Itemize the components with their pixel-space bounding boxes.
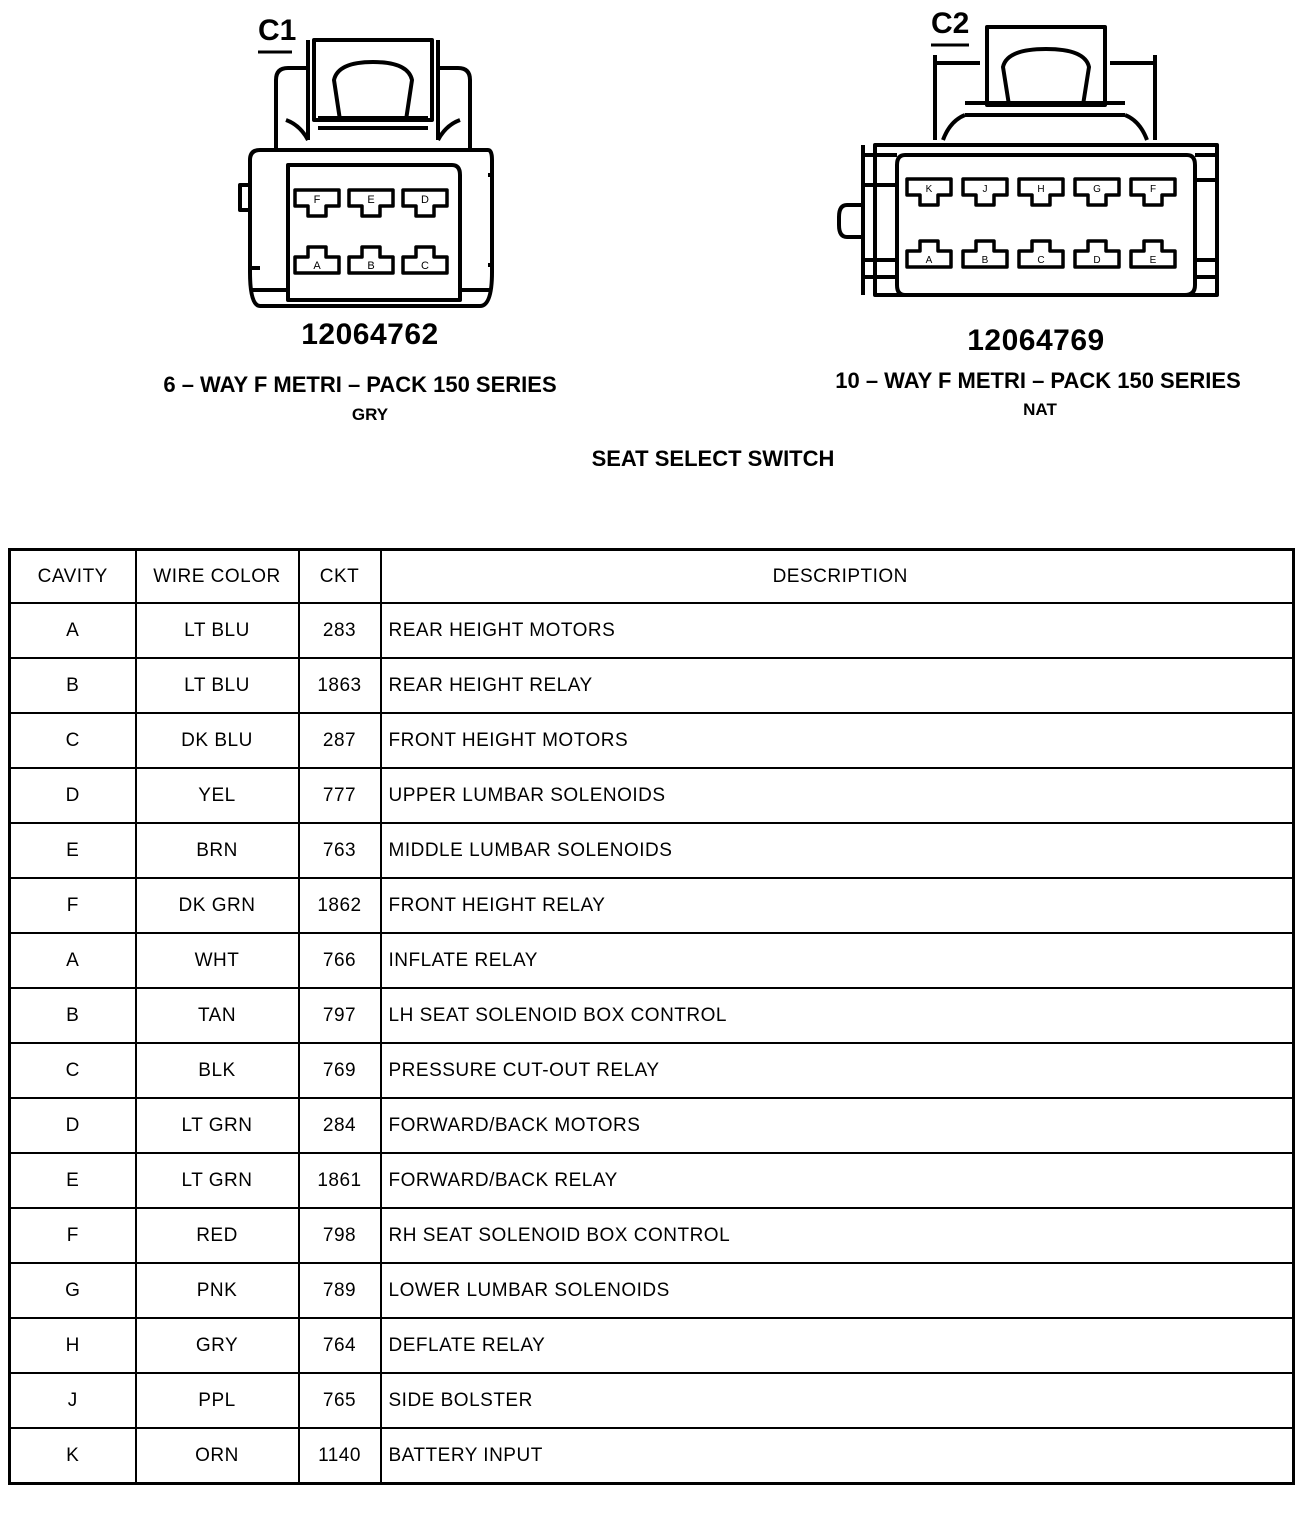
- cell-cavity: B: [10, 658, 136, 713]
- table-row: [10, 1428, 1294, 1484]
- cell-wire-color: DK BLU: [136, 713, 299, 768]
- connector-c1-id: C1: [258, 14, 297, 47]
- cavity-letter: H: [1037, 184, 1045, 195]
- table-header-row: [10, 550, 1294, 604]
- cell-ckt: 777: [299, 768, 381, 823]
- cell-wire-color: PPL: [136, 1373, 299, 1428]
- c1-part-number: 12064762: [301, 318, 439, 351]
- table-row: [10, 1153, 1294, 1208]
- cell-ckt: 765: [299, 1373, 381, 1428]
- cavity-table: [8, 548, 1295, 1485]
- cell-ckt: 284: [299, 1098, 381, 1153]
- c2-part-number: 12064769: [967, 324, 1105, 357]
- cavity-letter: F: [313, 194, 321, 206]
- table-row: [10, 1318, 1294, 1373]
- c1-series: 6 – WAY F METRI – PACK 150 SERIES: [163, 372, 557, 397]
- cell-cavity: A: [10, 603, 136, 658]
- cell-wire-color: LT BLU: [136, 658, 299, 713]
- cell-description: REAR HEIGHT MOTORS: [381, 603, 1294, 658]
- cell-wire-color: BLK: [136, 1043, 299, 1098]
- table-row: [10, 823, 1294, 878]
- cell-ckt: 766: [299, 933, 381, 988]
- cavity-letter: J: [982, 184, 988, 195]
- cell-cavity: B: [10, 988, 136, 1043]
- cell-cavity: C: [10, 713, 136, 768]
- cell-ckt: 798: [299, 1208, 381, 1263]
- table-row: [10, 878, 1294, 933]
- cell-cavity: G: [10, 1263, 136, 1318]
- cell-description: FORWARD/BACK RELAY: [381, 1153, 1294, 1208]
- cell-wire-color: WHT: [136, 933, 299, 988]
- table-row: [10, 933, 1294, 988]
- table-row: [10, 768, 1294, 823]
- cell-wire-color: PNK: [136, 1263, 299, 1318]
- cavity-letter: E: [1149, 255, 1157, 266]
- cell-ckt: 1862: [299, 878, 381, 933]
- cell-ckt: 1861: [299, 1153, 381, 1208]
- cell-wire-color: LT BLU: [136, 603, 299, 658]
- cell-wire-color: LT GRN: [136, 1153, 299, 1208]
- cell-wire-color: GRY: [136, 1318, 299, 1373]
- header-ckt: CKT: [299, 550, 381, 604]
- cell-wire-color: DK GRN: [136, 878, 299, 933]
- cell-wire-color: RED: [136, 1208, 299, 1263]
- cavity-letter: C: [1037, 255, 1045, 266]
- c1-color: GRY: [351, 405, 389, 424]
- cell-wire-color: BRN: [136, 823, 299, 878]
- cell-ckt: 789: [299, 1263, 381, 1318]
- connector-c2-id: C2: [931, 7, 970, 40]
- table-row: [10, 1208, 1294, 1263]
- cell-ckt: 283: [299, 603, 381, 658]
- c2-color: NAT: [1023, 400, 1057, 419]
- cell-wire-color: ORN: [136, 1428, 299, 1484]
- cell-ckt: 1140: [299, 1428, 381, 1484]
- cell-description: FORWARD/BACK MOTORS: [381, 1098, 1294, 1153]
- cavity-letter: E: [367, 194, 375, 206]
- table-row: [10, 1043, 1294, 1098]
- cell-description: FRONT HEIGHT RELAY: [381, 878, 1294, 933]
- cell-cavity: E: [10, 1153, 136, 1208]
- cell-cavity: K: [10, 1428, 136, 1484]
- cell-cavity: C: [10, 1043, 136, 1098]
- cell-description: RH SEAT SOLENOID BOX CONTROL: [381, 1208, 1294, 1263]
- cell-wire-color: TAN: [136, 988, 299, 1043]
- cell-cavity: H: [10, 1318, 136, 1373]
- c2-series: 10 – WAY F METRI – PACK 150 SERIES: [835, 368, 1241, 393]
- cell-description: FRONT HEIGHT MOTORS: [381, 713, 1294, 768]
- c2-cavity-pins: [907, 179, 1175, 267]
- c1-cavity-pins: [295, 190, 447, 273]
- header-cavity: CAVITY: [10, 550, 136, 604]
- cell-ckt: 797: [299, 988, 381, 1043]
- cell-cavity: A: [10, 933, 136, 988]
- cavity-letter: C: [421, 260, 429, 272]
- cavity-letter: D: [1093, 255, 1101, 266]
- cell-cavity: E: [10, 823, 136, 878]
- cell-cavity: D: [10, 768, 136, 823]
- cell-ckt: 287: [299, 713, 381, 768]
- cell-cavity: J: [10, 1373, 136, 1428]
- cavity-letter: K: [925, 184, 933, 195]
- cavity-letter: D: [421, 194, 429, 206]
- table-row: [10, 603, 1294, 658]
- table-row: [10, 988, 1294, 1043]
- connector-c1-drawing: [230, 10, 500, 320]
- cell-ckt: 763: [299, 823, 381, 878]
- connector-c2-drawing: [835, 5, 1235, 310]
- component-title: SEAT SELECT SWITCH: [591, 446, 835, 471]
- table-row: [10, 1098, 1294, 1153]
- cell-description: REAR HEIGHT RELAY: [381, 658, 1294, 713]
- cell-description: INFLATE RELAY: [381, 933, 1294, 988]
- header-wire-color: WIRE COLOR: [136, 550, 299, 604]
- cell-wire-color: YEL: [136, 768, 299, 823]
- cell-cavity: F: [10, 1208, 136, 1263]
- cell-description: PRESSURE CUT-OUT RELAY: [381, 1043, 1294, 1098]
- cell-ckt: 764: [299, 1318, 381, 1373]
- cell-description: LOWER LUMBAR SOLENOIDS: [381, 1263, 1294, 1318]
- cell-description: MIDDLE LUMBAR SOLENOIDS: [381, 823, 1294, 878]
- cell-cavity: F: [10, 878, 136, 933]
- cell-ckt: 1863: [299, 658, 381, 713]
- cavity-letter: B: [981, 255, 989, 266]
- cell-description: DEFLATE RELAY: [381, 1318, 1294, 1373]
- cell-cavity: D: [10, 1098, 136, 1153]
- cavity-letter: B: [367, 260, 375, 272]
- cell-description: LH SEAT SOLENOID BOX CONTROL: [381, 988, 1294, 1043]
- cell-description: UPPER LUMBAR SOLENOIDS: [381, 768, 1294, 823]
- cell-ckt: 769: [299, 1043, 381, 1098]
- cell-description: BATTERY INPUT: [381, 1428, 1294, 1484]
- cavity-letter: A: [313, 260, 321, 272]
- cell-wire-color: LT GRN: [136, 1098, 299, 1153]
- cavity-letter: F: [1149, 184, 1157, 195]
- table-row: [10, 1373, 1294, 1428]
- cavity-letter: G: [1093, 184, 1101, 195]
- table-row: [10, 713, 1294, 768]
- header-description: DESCRIPTION: [381, 550, 1294, 604]
- cavity-letter: A: [925, 255, 933, 266]
- table-row: [10, 1263, 1294, 1318]
- table-row: [10, 658, 1294, 713]
- cell-description: SIDE BOLSTER: [381, 1373, 1294, 1428]
